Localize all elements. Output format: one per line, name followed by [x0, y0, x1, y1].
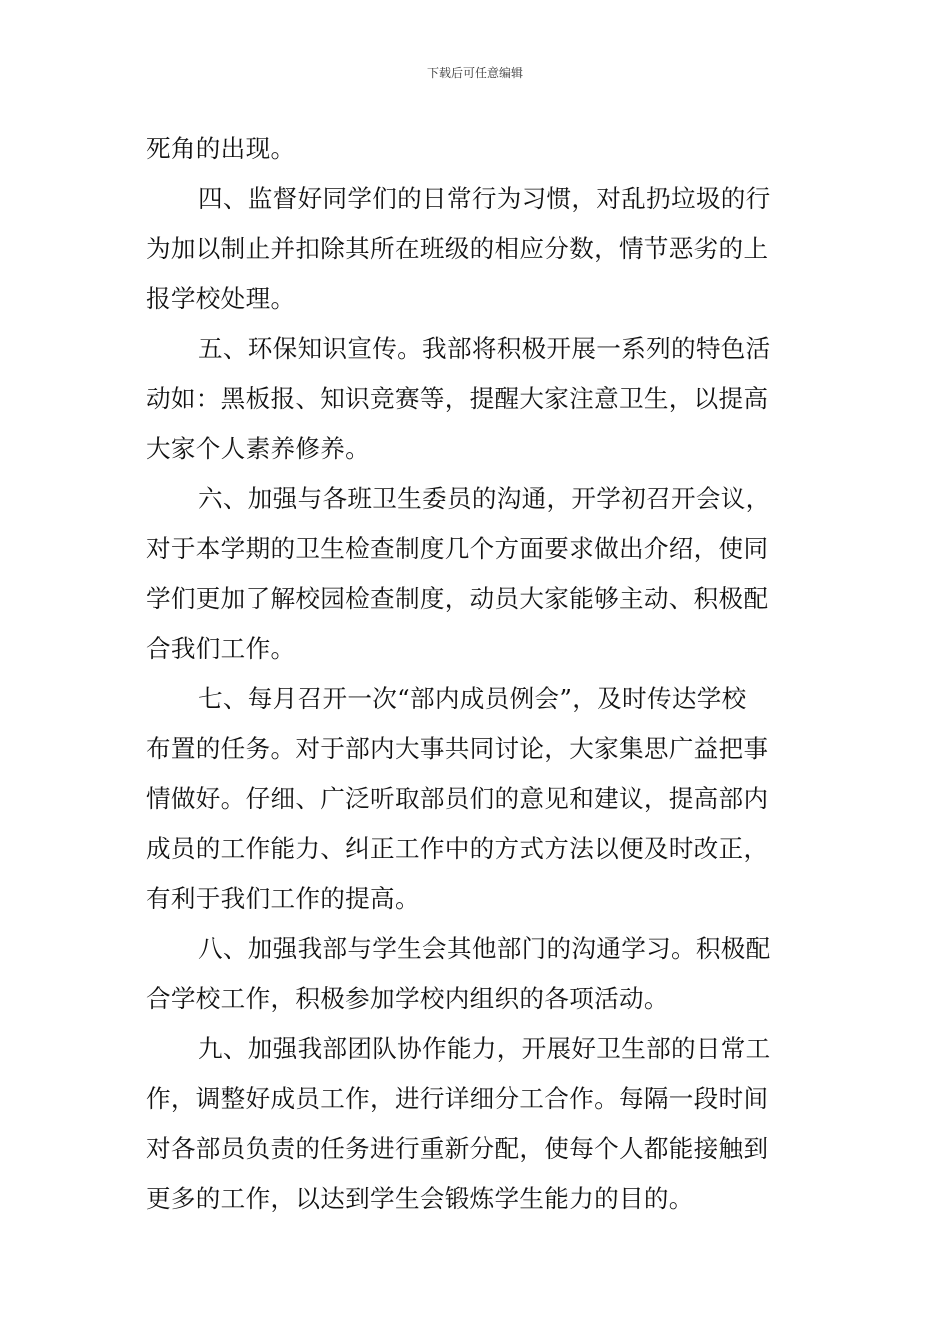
document-body — [146, 124, 808, 1224]
paragraph-item-9 — [146, 1024, 808, 1224]
paragraph-continuation — [146, 124, 808, 174]
text-line: 六、加强与各班卫生委员的沟通，开学初召开会议， — [198, 484, 771, 513]
page-header: 下载后可任意编辑 — [426, 66, 523, 80]
text-line: 大家个人素养修养。 — [146, 434, 371, 463]
text-line: 九、加强我部团队协作能力，开展好卫生部的日常工 — [198, 1034, 771, 1063]
text-line: 布置的任务。对于部内大事共同讨论，大家集思广益把事 — [146, 734, 769, 763]
text-line: 有利于我们工作的提高。 — [146, 884, 420, 913]
text-line: 动如：黑板报、知识竞赛等，提醒大家注意卫生，以提高 — [146, 384, 769, 413]
text-line: 四、监督好同学们的日常行为习惯，对乱扔垃圾的行 — [198, 184, 771, 213]
text-line: 学们更加了解校园检查制度，动员大家能够主动、积极配 — [146, 584, 769, 613]
text-line: 对各部员负责的任务进行重新分配，使每个人都能接触到 — [146, 1134, 769, 1163]
text-line: 为加以制止并扣除其所在班级的相应分数，情节恶劣的上 — [146, 234, 769, 263]
paragraph-item-5 — [146, 324, 808, 474]
text-line: 死角的出现。 — [146, 134, 296, 163]
paragraph-item-7 — [146, 674, 808, 924]
text-line: 成员的工作能力、纠正工作中的方式方法以便及时改正， — [146, 834, 769, 863]
text-line: 五、环保知识宣传。我部将积极开展一系列的特色活 — [198, 334, 771, 363]
text-line: 对于本学期的卫生检查制度几个方面要求做出介绍，使同 — [146, 534, 769, 563]
text-line: 情做好。仔细、广泛听取部员们的意见和建议，提高部内 — [146, 784, 769, 813]
text-line: 合我们工作。 — [146, 634, 296, 663]
text-line: 报学校处理。 — [146, 284, 296, 313]
text-line: 更多的工作，以达到学生会锻炼学生能力的目的。 — [146, 1184, 694, 1213]
paragraph-item-8 — [146, 924, 808, 1024]
text-line: 作，调整好成员工作，进行详细分工合作。每隔一段时间 — [146, 1084, 769, 1113]
paragraph-item-4 — [146, 174, 808, 324]
text-line: 七、每月召开一次“部内成员例会”，及时传达学校 — [198, 684, 747, 713]
text-line: 八、加强我部与学生会其他部门的沟通学习。积极配 — [198, 934, 771, 963]
paragraph-item-6 — [146, 474, 808, 674]
text-line: 合学校工作，积极参加学校内组织的各项活动。 — [146, 984, 669, 1013]
